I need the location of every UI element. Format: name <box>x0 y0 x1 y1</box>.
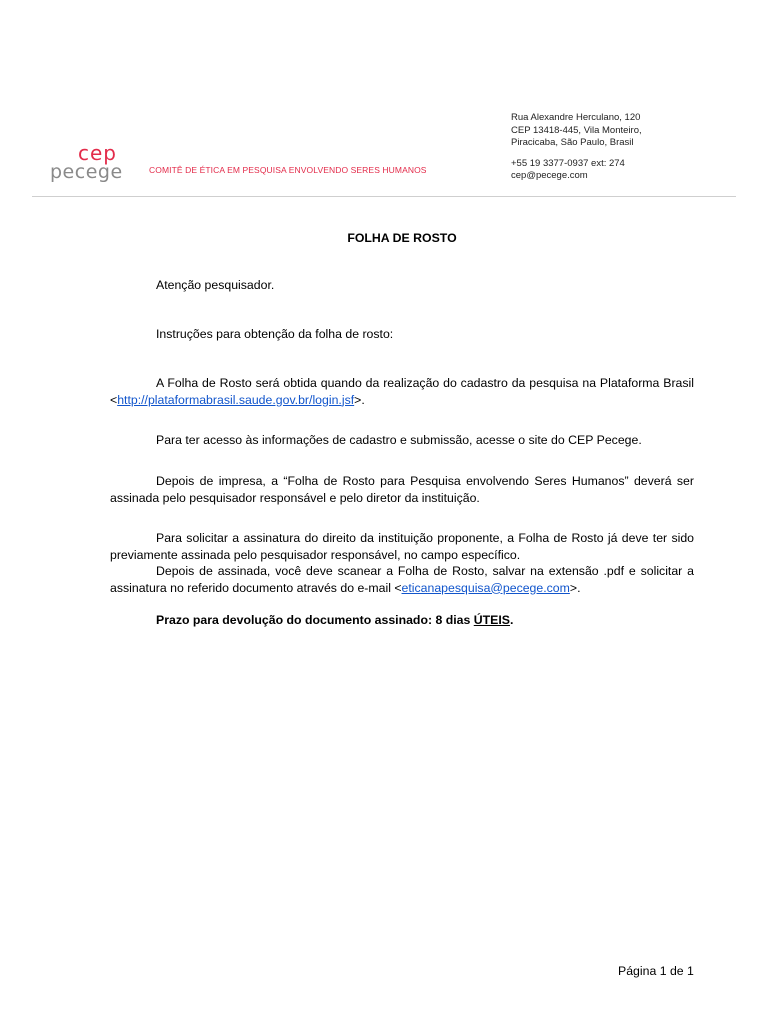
contact-address <box>511 112 642 183</box>
paragraph-scan-instructions <box>110 563 694 596</box>
cep-pecege-logo <box>50 143 132 183</box>
deadline-notice <box>110 612 694 629</box>
contact-email: cep@pecege.com <box>511 170 588 181</box>
address-line-1: Rua Alexandre Herculano, 120 <box>511 112 641 123</box>
document-title: FOLHA DE ROSTO <box>347 231 457 245</box>
deadline-end: . <box>509 613 514 627</box>
paragraph-text: A Folha de Rosto será obtida quando da realização do cadastro da pesquisa na Plataforma Brasil < <box>110 376 694 407</box>
paragraph-institution-signature: Para solicitar a assinatura do direito da instituição proponente, a Folha de Rosto já deve ter sido previamente assinada pelo pesquisador responsável, no campo específico. <box>110 531 694 562</box>
deadline-emphasis: ÚTEIS <box>473 613 510 627</box>
paragraph-access-info: Para ter acesso às informações de cadastro e submissão, acesse o site do CEP Pecege. <box>156 433 642 447</box>
page-number: Página 1 de 1 <box>618 964 694 978</box>
address-line-3: Piracicaba, São Paulo, Brasil <box>511 137 634 148</box>
instructions-heading: Instruções para obtenção da folha de rosto: <box>156 327 394 341</box>
contact-phone: +55 19 3377-0937 ext: 274 <box>511 157 625 169</box>
logo-pecege-text: pecege <box>50 161 123 183</box>
deadline-text: Prazo para devolução do documento assinado: 8 dias <box>156 613 474 627</box>
paragraph-text: Depois de assinada, você deve scanear a Folha de Rosto, salvar na extensão .pdf e solicitar a assinatura no referido documento através do e-mail < <box>110 564 694 595</box>
plataforma-brasil-link[interactable]: http://plataformabrasil.saude.gov.br/login.jsf <box>117 392 355 407</box>
paragraph-plataforma-brasil <box>110 375 694 408</box>
committee-name: COMITÊ DE ÉTICA EM PESQUISA ENVOLVENDO SERES HUMANOS <box>149 165 427 175</box>
paragraph-end: >. <box>354 392 365 407</box>
letterhead <box>0 0 768 200</box>
email-link[interactable]: eticanapesquisa@pecege.com <box>401 580 570 595</box>
logo-cep-text: cep <box>78 141 117 165</box>
greeting: Atenção pesquisador. <box>156 278 275 292</box>
paragraph-signature-requirement: Depois de impresa, a “Folha de Rosto para Pesquisa envolvendo Seres Humanos” deverá ser assinada pelo pesquisador responsável e pelo diretor da instituição. <box>110 474 694 505</box>
header-divider <box>32 196 736 197</box>
address-line-2: CEP 13418-445, Vila Monteiro, <box>511 124 642 136</box>
paragraph-end: >. <box>569 580 581 595</box>
